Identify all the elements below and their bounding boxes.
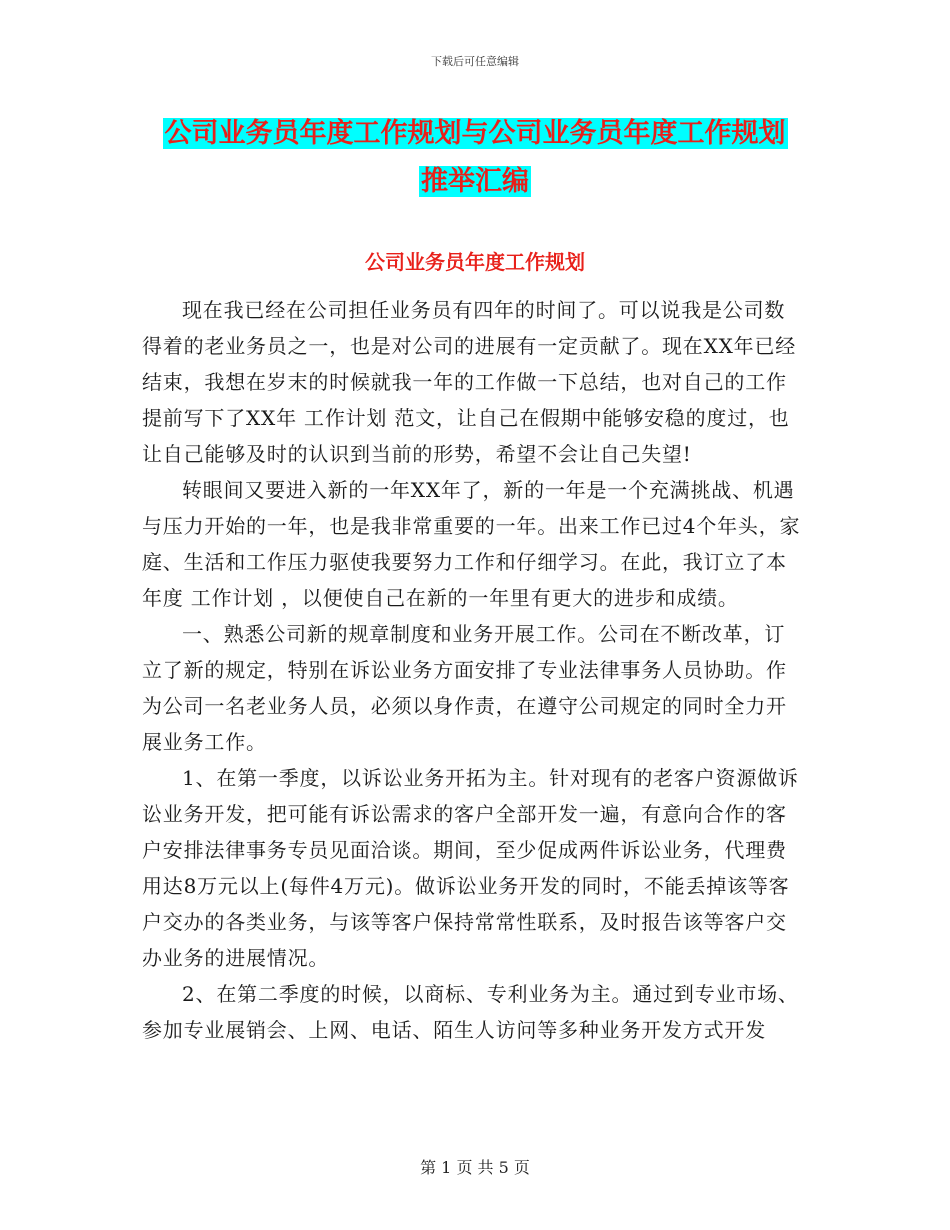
document-title xyxy=(0,110,950,206)
paragraph: 现在我已经在公司担任业务员有四年的时间了。可以说我是公司数得着的老业务员之一，也是对公司的进展有一定贡献了。现在XX年已经结束，我想在岁末的时候就我一年的工作做一下总结，也对自己的工作提前写下了XX年 工作计划 范文，让自己在假期中能够安稳的度过，也让自己能够及时的认识到当前的形势，希望不会让自己失望! xyxy=(142,298,797,466)
header-note: 下载后可任意编辑 xyxy=(431,55,519,68)
section-title: 公司业务员年度工作规划 xyxy=(365,250,585,274)
page-footer: 第 1 页 共 5 页 xyxy=(420,1158,530,1177)
paragraph: 一、熟悉公司新的规章制度和业务开展工作。公司在不断改革，订立了新的规定，特别在诉讼业务方面安排了专业法律事务人员协助。作为公司一名老业务人员，必须以身作责，在遵守公司规定的同时全力开展业务工作。 xyxy=(142,622,787,754)
paragraph: 1、在第一季度，以诉讼业务开拓为主。针对现有的老客户资源做诉讼业务开发，把可能有诉讼需求的客户全部开发一遍，有意向合作的客户安排法律事务专员见面洽谈。期间，至少促成两件诉讼业务，代理费用达8万元以上(每件4万元)。做诉讼业务开发的同时，不能丢掉该等客户交办的各类业务，与该等客户保持常常性联系，及时报告该等客户交办业务的进展情况。 xyxy=(142,766,799,970)
paragraph: 转眼间又要进入新的一年XX年了，新的一年是一个充满挑战、机遇与压力开始的一年，也是我非常重要的一年。出来工作已过4个年头，家庭、生活和工作压力驱使我要努力工作和仔细学习。在此，我订立了本年度 工作计划 ，以便使自己在新的一年里有更大的进步和成绩。 xyxy=(142,478,801,610)
document-body xyxy=(142,292,802,1048)
title-line-2: 推举汇编 xyxy=(421,166,529,197)
paragraph: 2、在第二季度的时候，以商标、专利业务为主。通过到专业市场、参加专业展销会、上网、电话、陌生人访问等多种业务开发方式开发 xyxy=(142,982,799,1042)
title-line-1: 公司业务员年度工作规划与公司业务员年度工作规划 xyxy=(164,118,786,149)
